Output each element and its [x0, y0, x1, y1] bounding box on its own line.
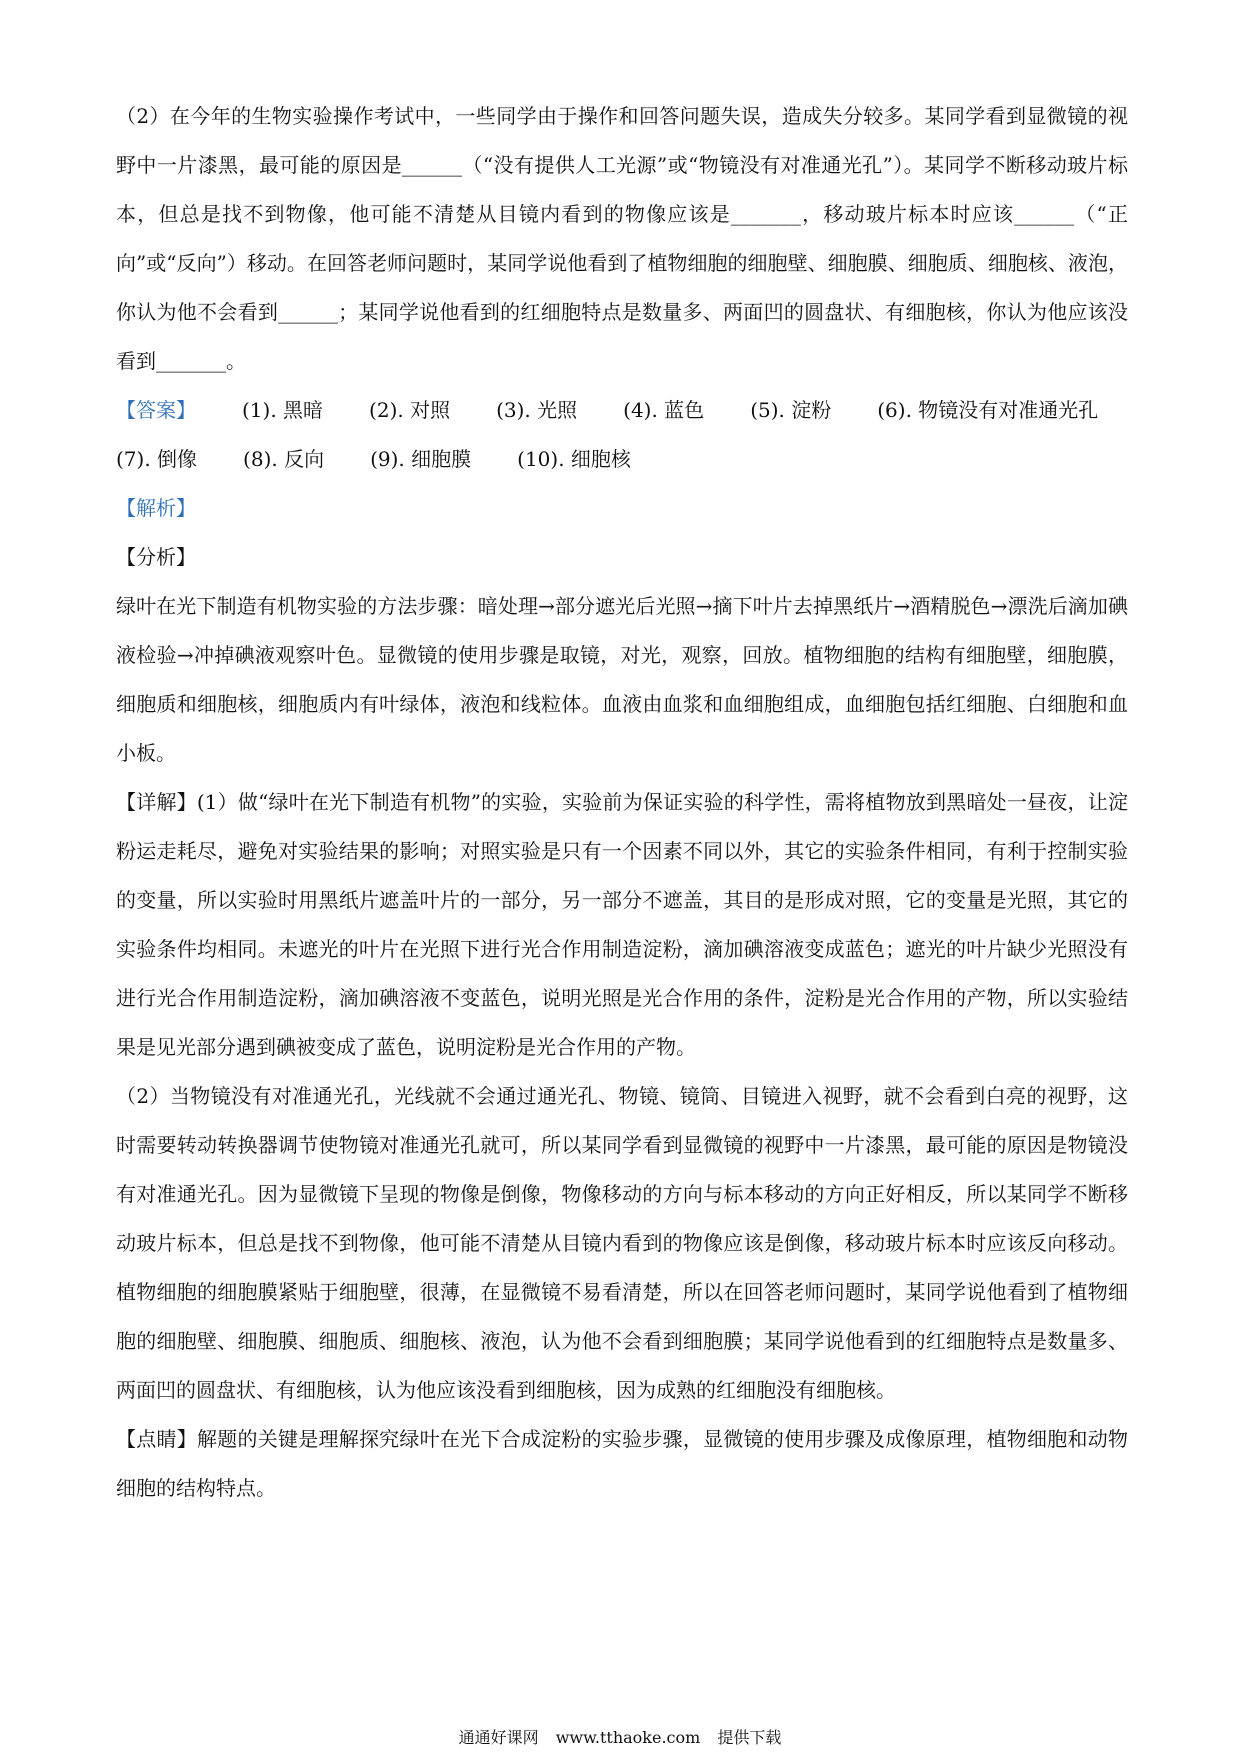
answer-item: (3). 光照 [496, 398, 578, 422]
footer-site-name: 通通好课网 [458, 1728, 539, 1747]
xiangjie-part1: 【详解】(1）做“绿叶在光下制造有机物”的实验，实验前为保证实验的科学性，需将植物放到黑暗处一昼夜，让淀粉运走耗尽，避免对实验结果的影响；对照实验是只有一个因素不同以外，其它的实验条件相同，有利于控制实验的变量，所以实验时用黑纸片遮盖叶片的一部分，另一部分不遮盖，其目的是形成对照，它的变量是光照，其它的实验条件均相同。未遮光的叶片在光照下进行光合作用制造淀粉，滴加碘溶液变成蓝色；遮光的叶片缺少光照没有进行光合作用制造淀粉，滴加碘溶液不变蓝色，说明光照是光合作用的条件，淀粉是光合作用的产物，所以实验结果是见光部分遇到碘被变成了蓝色，说明淀粉是光合作用的产物。 [116, 790, 1128, 1059]
answer-section [116, 386, 1128, 484]
answer-item: (10). 细胞核 [517, 447, 631, 471]
footer-url[interactable]: www.tthaoke.com [555, 1728, 701, 1747]
answer-item: (7). 倒像 [116, 447, 198, 471]
fenxi-label: 【分析】 [116, 545, 196, 569]
answer-item: (4). 蓝色 [623, 398, 705, 422]
answer-item: (9). 细胞膜 [370, 447, 472, 471]
answer-item: (1). 黑暗 [242, 398, 324, 422]
footer-suffix: 提供下载 [717, 1728, 782, 1747]
answer-item: (8). 反向 [243, 447, 325, 471]
dianjing-text: 【点睛】解题的关键是理解探究绿叶在光下合成淀粉的实验步骤，显微镜的使用步骤及成像原理，植物细胞和动物细胞的结构特点。 [116, 1427, 1128, 1500]
question-part2: （2）在今年的生物实验操作考试中，一些同学由于操作和回答问题失误，造成失分较多。某同学看到显微镜的视野中一片漆黑，最可能的原因是______（“没有提供人工光源”或“物镜没有对准通光孔”）。某同学不断移动玻片标本，但总是找不到物像，他可能不清楚从目镜内看到的物像应该是_______，移动玻片标本时应该______（“正向”或“反向”）移动。在回答老师问题时，某同学说他看到了植物细胞的细胞壁、细胞膜、细胞质、细胞核、液泡，你认为他不会看到______；某同学说他看到的红细胞特点是数量多、两面凹的圆盘状、有细胞核，你认为他应该没看到_______。 [116, 104, 1128, 373]
answer-item: (2). 对照 [369, 398, 451, 422]
document-page [116, 92, 1128, 1513]
answer-item: (6). 物镜没有对准通光孔 [877, 398, 1099, 422]
answer-label: 【答案】 [116, 398, 196, 422]
answer-item: (5). 淀粉 [750, 398, 832, 422]
xiangjie-part2: （2）当物镜没有对准通光孔，光线就不会通过通光孔、物镜、镜筒、目镜进入视野，就不会看到白亮的视野，这时需要转动转换器调节使物镜对准通光孔就可，所以某同学看到显微镜的视野中一片漆黑，最可能的原因是物镜没有对准通光孔。因为显微镜下呈现的物像是倒像，物像移动的方向与标本移动的方向正好相反，所以某同学不断移动玻片标本，但总是找不到物像，他可能不清楚从目镜内看到的物像应该是倒像，移动玻片标本时应该反向移动。植物细胞的细胞膜紧贴于细胞壁，很薄，在显微镜不易看清楚，所以在回答老师问题时，某同学说他看到了植物细胞的细胞壁、细胞膜、细胞质、细胞核、液泡，认为他不会看到细胞膜；某同学说他看到的红细胞特点是数量多、两面凹的圆盘状、有细胞核，认为他应该没看到细胞核，因为成熟的红细胞没有细胞核。 [116, 1084, 1128, 1402]
page-footer [0, 1728, 1240, 1748]
fenxi-text: 绿叶在光下制造有机物实验的方法步骤：暗处理→部分遮光后光照→摘下叶片去掉黑纸片→酒精脱色→漂洗后滴加碘液检验→冲掉碘液观察叶色。显微镜的使用步骤是取镜，对光，观察，回放。植物细胞的结构有细胞壁，细胞膜，细胞质和细胞核，细胞质内有叶绿体，液泡和线粒体。血液由血浆和血细胞组成，血细胞包括红细胞、白细胞和血小板。 [116, 594, 1128, 765]
analysis-label: 【解析】 [116, 496, 196, 520]
